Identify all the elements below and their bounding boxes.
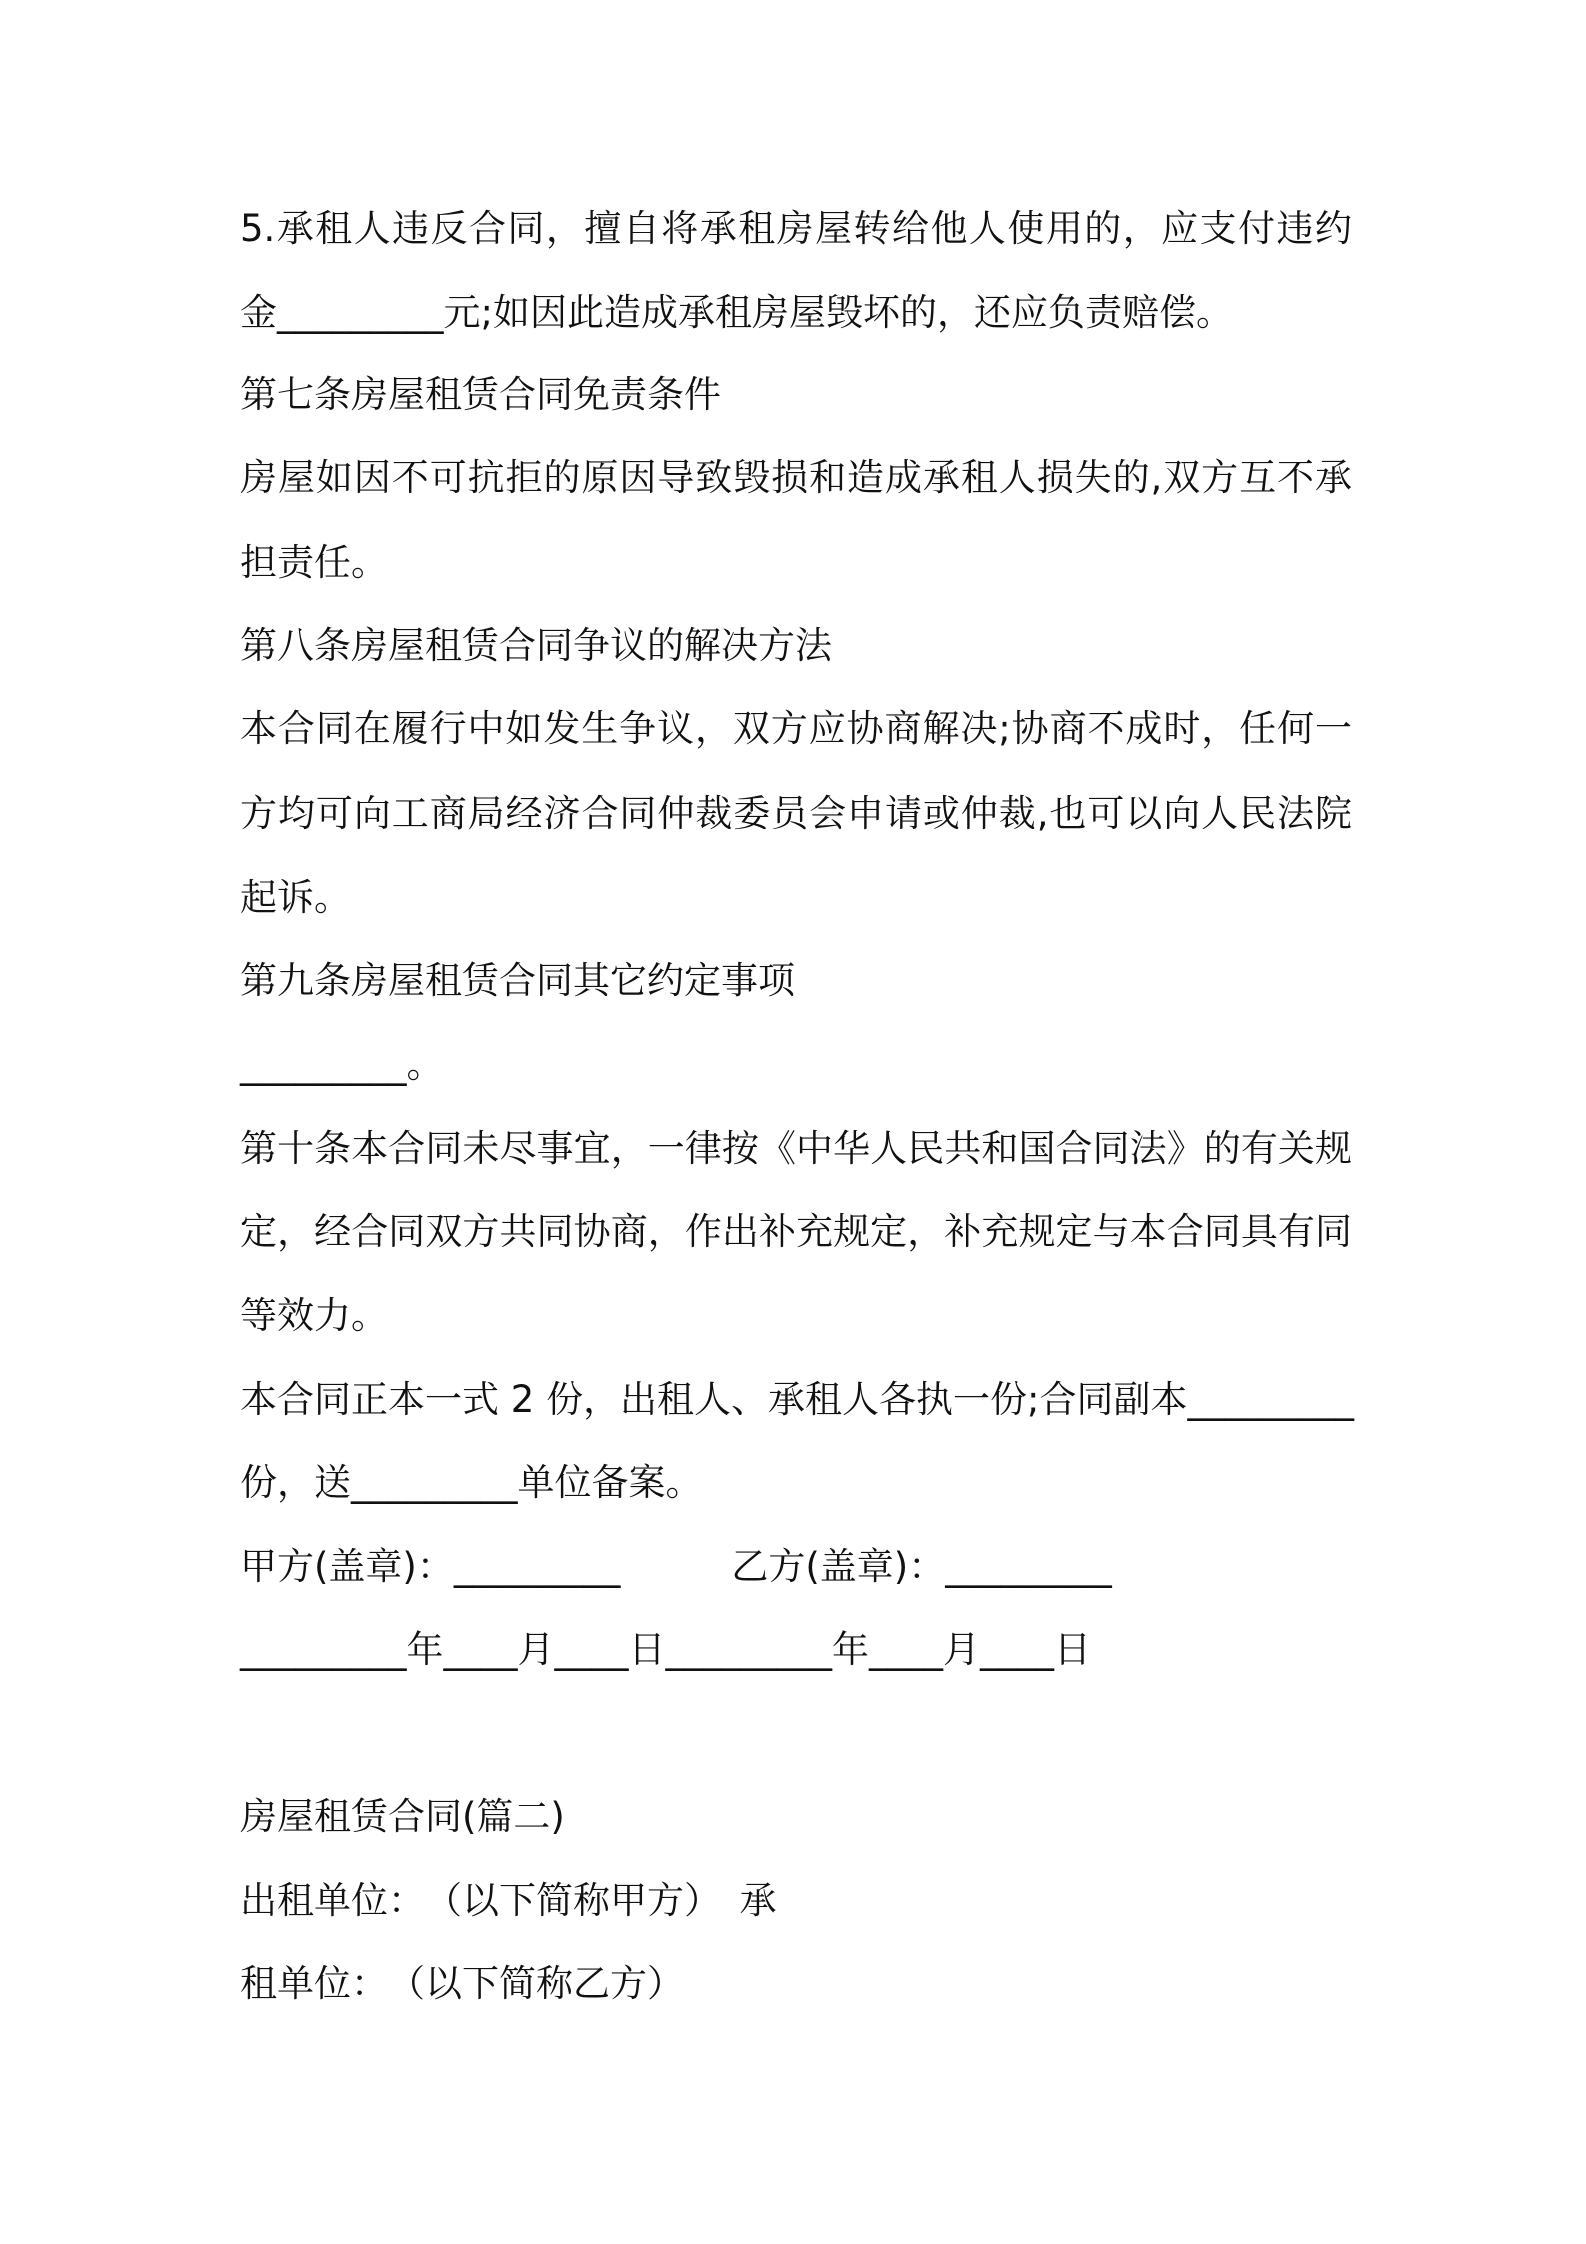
document-title: 房屋租赁合同(篇二) bbox=[240, 1795, 565, 1838]
section-heading: 第九条房屋租赁合同其它约定事项 bbox=[240, 959, 795, 1002]
text-line: 金_________元;如因此造成承租房屋毁坏的，还应负责赔偿。 bbox=[240, 291, 1233, 334]
text-line: _________。 bbox=[240, 1043, 444, 1086]
text-line: 担责任。 bbox=[240, 541, 388, 584]
text-line: 本合同正本一式 2 份，出租人、承租人各执一份;合同副本_________ bbox=[240, 1378, 1355, 1421]
text-line: 起诉。 bbox=[240, 876, 351, 919]
text-line: 房屋如因不可抗拒的原因导致毁损和造成承租人损失的,双方互不承 bbox=[240, 456, 1352, 499]
section-heading: 第八条房屋租赁合同争议的解决方法 bbox=[240, 624, 832, 667]
text-line: 本合同在履行中如发生争议，双方应协商解决;协商不成时，任何一 bbox=[240, 707, 1352, 750]
text-line: 5.承租人违反合同，擅自将承租房屋转给他人使用的，应支付违约 bbox=[240, 207, 1352, 250]
signature-line: 甲方(盖章)：_________ 乙方(盖章)：_________ bbox=[240, 1545, 1112, 1588]
text-line: 出租单位： （以下简称甲方） 承 bbox=[240, 1879, 777, 1922]
text-line: 份，送_________单位备案。 bbox=[240, 1461, 703, 1504]
text-line: 等效力。 bbox=[240, 1294, 388, 1337]
text-line: 方均可向工商局经济合同仲裁委员会申请或仲裁,也可以向人民法院 bbox=[240, 792, 1352, 835]
text-line: 定，经合同双方共同协商，作出补充规定，补充规定与本合同具有同 bbox=[240, 1210, 1352, 1253]
date-line: _________年____月____日_________年____月____日 bbox=[240, 1628, 1091, 1671]
text-line: 租单位： （以下简称乙方） bbox=[240, 1962, 684, 2005]
text-line: 第十条本合同未尽事宜，一律按《中华人民共和国合同法》的有关规 bbox=[240, 1127, 1352, 1170]
section-heading: 第七条房屋租赁合同免责条件 bbox=[240, 373, 721, 416]
